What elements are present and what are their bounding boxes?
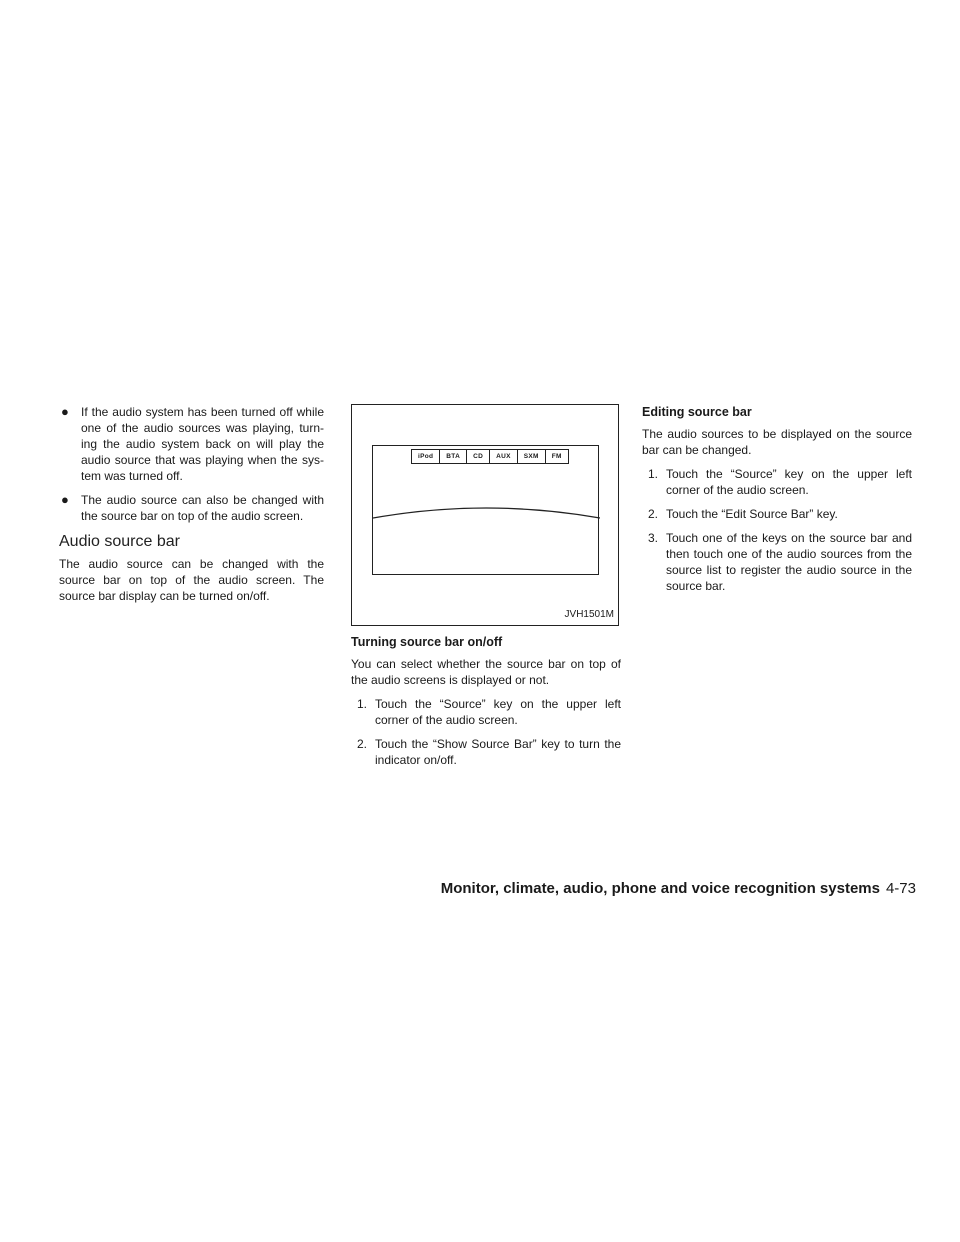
bullet-text: If the audio system has been turned off while one of the audio sources was playing, turn- ing the audio system back on will play the audio source that was playing when the sys- tem was turned off. (81, 405, 324, 483)
screen-curve (373, 446, 600, 576)
source-key-fm: FM (551, 453, 562, 460)
subsection-title-editing-source-bar: Editing source bar (642, 405, 752, 419)
step-text: Touch the “Source” key on the upper left corner of the audio screen. (666, 467, 912, 497)
subsection-title-turning-source-bar: Turning source bar on/off (351, 635, 503, 649)
source-key-bta: BTA (440, 450, 467, 463)
subsection-body: You can select whether the source bar on top of the audio screens is displayed or not. (351, 657, 621, 687)
steps-list (351, 696, 621, 768)
source-bar-figure (351, 404, 619, 626)
source-bar (411, 449, 569, 464)
bullet-dot-icon: ● (61, 404, 69, 419)
step-item (642, 530, 912, 594)
subsection-body: The audio sources to be displayed on the source bar can be changed. (642, 427, 912, 457)
column-1 (59, 404, 324, 612)
bullet-text: The audio source can also be changed with the source bar on top of the audio screen. (81, 493, 324, 523)
steps-list (642, 466, 912, 594)
step-number: 2. (357, 737, 368, 751)
step-number: 2. (648, 507, 659, 521)
source-key-aux: AUX (490, 450, 518, 463)
bullet-list (59, 404, 324, 524)
step-text: Touch the “Edit Source Bar” key. (666, 507, 838, 521)
source-key-sxm: SXM (518, 450, 546, 463)
step-number: 3. (648, 531, 659, 545)
section-title-audio-source-bar: Audio source bar (59, 533, 180, 550)
page-footer (426, 880, 916, 897)
step-text: Touch the “Source” key on the upper left corner of the audio screen. (375, 697, 621, 727)
column-3 (642, 404, 912, 602)
source-key-cd: CD (467, 450, 490, 463)
step-item (351, 696, 621, 728)
section-body: The audio source can be changed with the source bar on top of the audio screen. The source bar display can be turned on/off. (59, 557, 324, 603)
step-item (351, 736, 621, 768)
step-text: Touch the “Show Source Bar” key to turn the indicator on/off. (375, 737, 621, 767)
figure-code: JVH1501M (564, 609, 614, 620)
step-text: Touch one of the keys on the source bar and then touch one of the audio sources from the source list to register the audio source in the source bar. (666, 531, 912, 593)
source-key-ipod: iPod (412, 450, 440, 463)
step-item (642, 506, 912, 522)
step-number: 1. (357, 697, 368, 711)
step-number: 1. (648, 467, 659, 481)
chapter-title: Monitor, climate, audio, phone and voice recognition systems (440, 880, 880, 897)
column-2 (351, 404, 621, 776)
bullet-dot-icon: ● (61, 492, 69, 507)
audio-screen-illustration (372, 445, 599, 575)
bullet-item (59, 492, 324, 524)
bullet-item (59, 404, 324, 484)
page-number: 4-73 (885, 880, 916, 897)
step-item (642, 466, 912, 498)
